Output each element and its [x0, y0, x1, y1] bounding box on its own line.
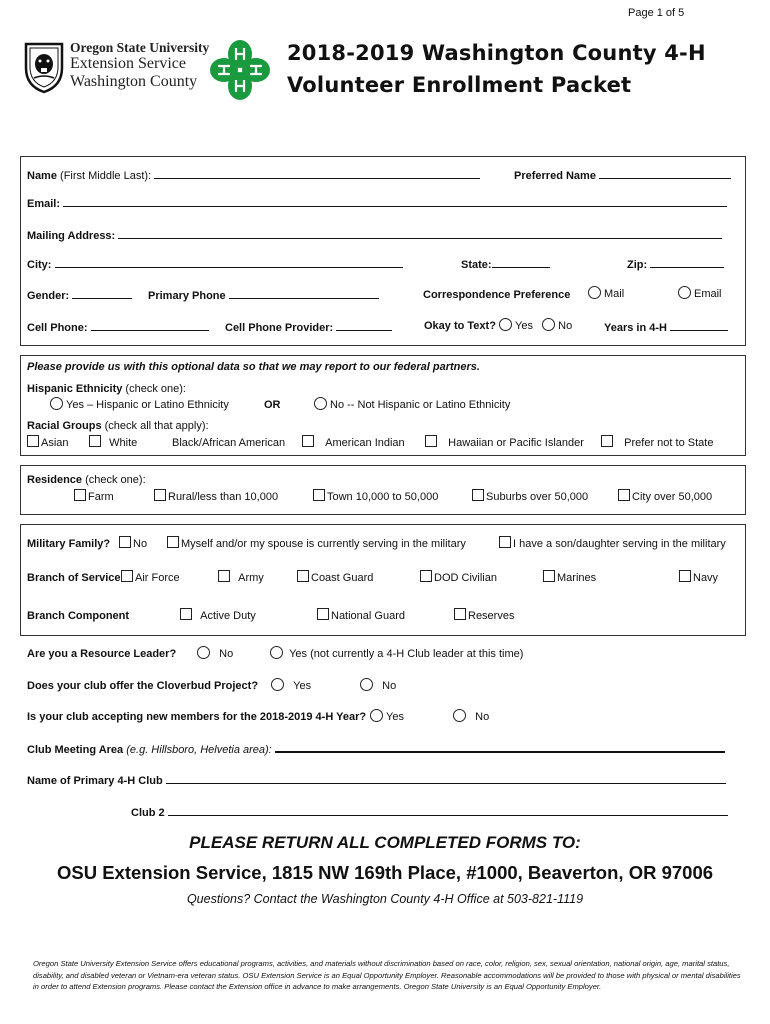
hispanic-hint: (check one):: [125, 383, 186, 395]
title-line-2: Volunteer Enrollment Packet: [287, 73, 632, 97]
city-field[interactable]: [55, 257, 403, 268]
cell-provider-field[interactable]: [336, 320, 392, 331]
mailing-address-label: Mailing Address:: [27, 230, 116, 242]
checkbox-icon[interactable]: [297, 570, 309, 582]
state-field[interactable]: [492, 257, 550, 268]
branch-air-force[interactable]: Air Force: [121, 570, 180, 585]
checkbox-icon[interactable]: [313, 489, 325, 501]
race-american-indian[interactable]: American Indian: [302, 435, 405, 450]
branch-of-service-label: Branch of Service: [27, 572, 121, 584]
primary-club-field[interactable]: [166, 773, 726, 784]
residence-suburbs[interactable]: Suburbs over 50,000: [472, 489, 588, 504]
checkbox-icon[interactable]: [167, 536, 179, 548]
radio-icon[interactable]: [499, 318, 512, 331]
checkbox-icon[interactable]: [543, 570, 555, 582]
residence-label: Residence: [27, 474, 83, 486]
primary-phone-label: Primary Phone: [148, 290, 226, 302]
club-2-field[interactable]: [168, 805, 728, 816]
military-self[interactable]: Myself and/or my spouse is currently serving in the military: [167, 536, 466, 551]
demographics-intro: Please provide us with this optional data so that we may report to our federal partners.: [27, 361, 480, 373]
cell-provider-label: Cell Phone Provider:: [225, 322, 334, 334]
race-prefer-not[interactable]: Prefer not to State: [601, 435, 713, 450]
residence-rural[interactable]: Rural/less than 10,000: [154, 489, 278, 504]
checkbox-icon[interactable]: [218, 570, 230, 582]
radio-icon[interactable]: [271, 678, 284, 691]
checkbox-icon[interactable]: [27, 435, 39, 447]
zip-label: Zip:: [627, 259, 648, 271]
race-asian[interactable]: Asian: [27, 435, 69, 450]
checkbox-icon[interactable]: [317, 608, 329, 620]
name-field[interactable]: [154, 168, 480, 179]
nondiscrimination-footer: Oregon State University Extension Service offers educational programs, activities, and materials without discrimination based on race, color, religion, sex, sexual orientation, national origin, age, marital status, disability, and disabled veteran or Vietnam-era veteran status. OSU Extension Service is an Equal Opportunity Employer. Reasonable accommodations will be provided to those with physical or mental disabilities in order to attend Extension programs. Please contact the Extension office in advance to make arrangements. Oregon State University is an Equal Opportunity Employer.: [33, 959, 741, 991]
branch-component-label: Branch Component: [27, 610, 130, 622]
meeting-area-label: Club Meeting Area: [27, 744, 124, 756]
gender-label: Gender:: [27, 290, 70, 302]
branch-marines[interactable]: Marines: [543, 570, 596, 585]
mailing-address-field[interactable]: [118, 228, 722, 239]
checkbox-icon[interactable]: [302, 435, 314, 447]
years-in-4h-label: Years in 4-H: [604, 322, 667, 334]
radio-icon[interactable]: [50, 397, 63, 410]
email-field[interactable]: [63, 196, 727, 207]
email-option[interactable]: Email: [678, 286, 722, 301]
return-address: OSU Extension Service, 1815 NW 169th Place, #1000, Beaverton, OR 97006: [56, 862, 714, 883]
radio-icon[interactable]: [370, 709, 383, 722]
text-no-option[interactable]: No: [542, 320, 572, 332]
radio-icon[interactable]: [678, 286, 691, 299]
radio-icon[interactable]: [270, 646, 283, 659]
accepting-members-question: Is your club accepting new members for the 2018-2019 4-H Year?: [27, 711, 367, 723]
club-2-label: Club 2: [131, 807, 165, 819]
primary-phone-field[interactable]: [229, 288, 379, 299]
county-name: Washington County: [70, 73, 198, 90]
component-active-duty[interactable]: Active Duty: [180, 608, 256, 623]
accepting-no-option[interactable]: No: [453, 709, 489, 724]
cell-phone-label: Cell Phone:: [27, 322, 88, 334]
radio-icon[interactable]: [453, 709, 466, 722]
radio-icon[interactable]: [542, 318, 555, 331]
racial-groups-label: Racial Groups: [27, 420, 102, 432]
checkbox-icon[interactable]: [74, 489, 86, 501]
checkbox-icon[interactable]: [618, 489, 630, 501]
military-child[interactable]: I have a son/daughter serving in the military: [499, 536, 726, 551]
state-label: State:: [461, 259, 492, 271]
cloverbud-no-option[interactable]: No: [360, 678, 396, 693]
military-no[interactable]: No: [119, 536, 147, 551]
meeting-area-hint: (e.g. Hillsboro, Helvetia area):: [126, 744, 272, 756]
name-hint: (First Middle Last):: [60, 170, 152, 182]
hispanic-no-option[interactable]: No -- Not Hispanic or Latino Ethnicity: [314, 397, 510, 412]
years-in-4h-field[interactable]: [670, 320, 728, 331]
residence-town[interactable]: Town 10,000 to 50,000: [313, 489, 438, 504]
component-national-guard[interactable]: National Guard: [317, 608, 405, 623]
branch-army[interactable]: Army: [218, 570, 264, 585]
component-reserves[interactable]: Reserves: [454, 608, 514, 623]
name-label: Name: [27, 170, 57, 182]
hispanic-label: Hispanic Ethnicity: [27, 383, 123, 395]
text-yes-option[interactable]: Yes: [499, 320, 533, 332]
preferred-name-field[interactable]: [599, 168, 731, 179]
checkbox-icon[interactable]: [425, 435, 437, 447]
radio-icon[interactable]: [314, 397, 327, 410]
or-label: OR: [264, 399, 281, 411]
residence-farm[interactable]: Farm: [74, 489, 114, 504]
meeting-area-field[interactable]: [275, 741, 725, 753]
checkbox-icon[interactable]: [601, 435, 613, 447]
checkbox-icon[interactable]: [180, 608, 192, 620]
checkbox-icon[interactable]: [119, 536, 131, 548]
radio-icon[interactable]: [360, 678, 373, 691]
primary-club-label: Name of Primary 4-H Club: [27, 775, 163, 787]
questions-contact: Questions? Contact the Washington County 4-H Office at 503-821-1119: [186, 892, 584, 906]
4h-clover-icon: [208, 38, 272, 102]
page-label: Page 1 of 5: [628, 7, 685, 19]
accepting-yes-option[interactable]: Yes: [370, 709, 404, 724]
email-label: Email:: [27, 198, 61, 210]
checkbox-icon[interactable]: [499, 536, 511, 548]
checkbox-icon[interactable]: [420, 570, 432, 582]
correspondence-preference-label: Correspondence Preference: [423, 289, 571, 301]
residence-city[interactable]: City over 50,000: [618, 489, 712, 504]
zip-field[interactable]: [650, 257, 724, 268]
return-heading: PLEASE RETURN ALL COMPLETED FORMS TO:: [189, 833, 581, 852]
osu-beaver-logo-icon: [22, 38, 66, 94]
extension-service-name: Extension Service: [70, 55, 186, 72]
city-label: City:: [27, 259, 52, 271]
resource-yes-option[interactable]: Yes (not currently a 4-H Club leader at this time): [270, 646, 523, 661]
cloverbud-question: Does your club offer the Cloverbud Project?: [27, 680, 259, 692]
radio-icon[interactable]: [197, 646, 210, 659]
contact-info-section: [20, 156, 746, 346]
checkbox-icon[interactable]: [121, 570, 133, 582]
race-black[interactable]: Black/African American: [172, 437, 286, 449]
gender-field[interactable]: [72, 288, 132, 299]
branch-dod-civilian[interactable]: DOD Civilian: [420, 570, 497, 585]
okay-to-text-label: Okay to Text?: [424, 320, 496, 332]
resource-no-option[interactable]: No: [197, 646, 233, 661]
preferred-name-label: Preferred Name: [514, 170, 596, 182]
hispanic-yes-option[interactable]: Yes – Hispanic or Latino Ethnicity: [50, 397, 229, 412]
military-family-label: Military Family?: [27, 538, 111, 550]
checkbox-icon[interactable]: [472, 489, 484, 501]
racial-groups-hint: (check all that apply):: [104, 420, 209, 432]
race-hawaiian[interactable]: Hawaiian or Pacific Islander: [425, 435, 584, 450]
checkbox-icon[interactable]: [154, 489, 166, 501]
branch-coast-guard[interactable]: Coast Guard: [297, 570, 373, 585]
mail-option[interactable]: Mail: [588, 286, 624, 301]
resource-leader-question: Are you a Resource Leader?: [27, 648, 177, 660]
checkbox-icon[interactable]: [454, 608, 466, 620]
cell-phone-field[interactable]: [91, 320, 209, 331]
cloverbud-yes-option[interactable]: Yes: [271, 678, 311, 693]
checkbox-icon[interactable]: [89, 435, 101, 447]
race-white[interactable]: White: [89, 435, 137, 450]
title-line-1: 2018-2019 Washington County 4-H: [287, 41, 706, 65]
checkbox-icon[interactable]: [679, 570, 691, 582]
residence-hint: (check one):: [85, 474, 146, 486]
radio-icon[interactable]: [588, 286, 601, 299]
branch-navy[interactable]: Navy: [679, 570, 718, 585]
osu-name: Oregon State University: [70, 40, 210, 55]
